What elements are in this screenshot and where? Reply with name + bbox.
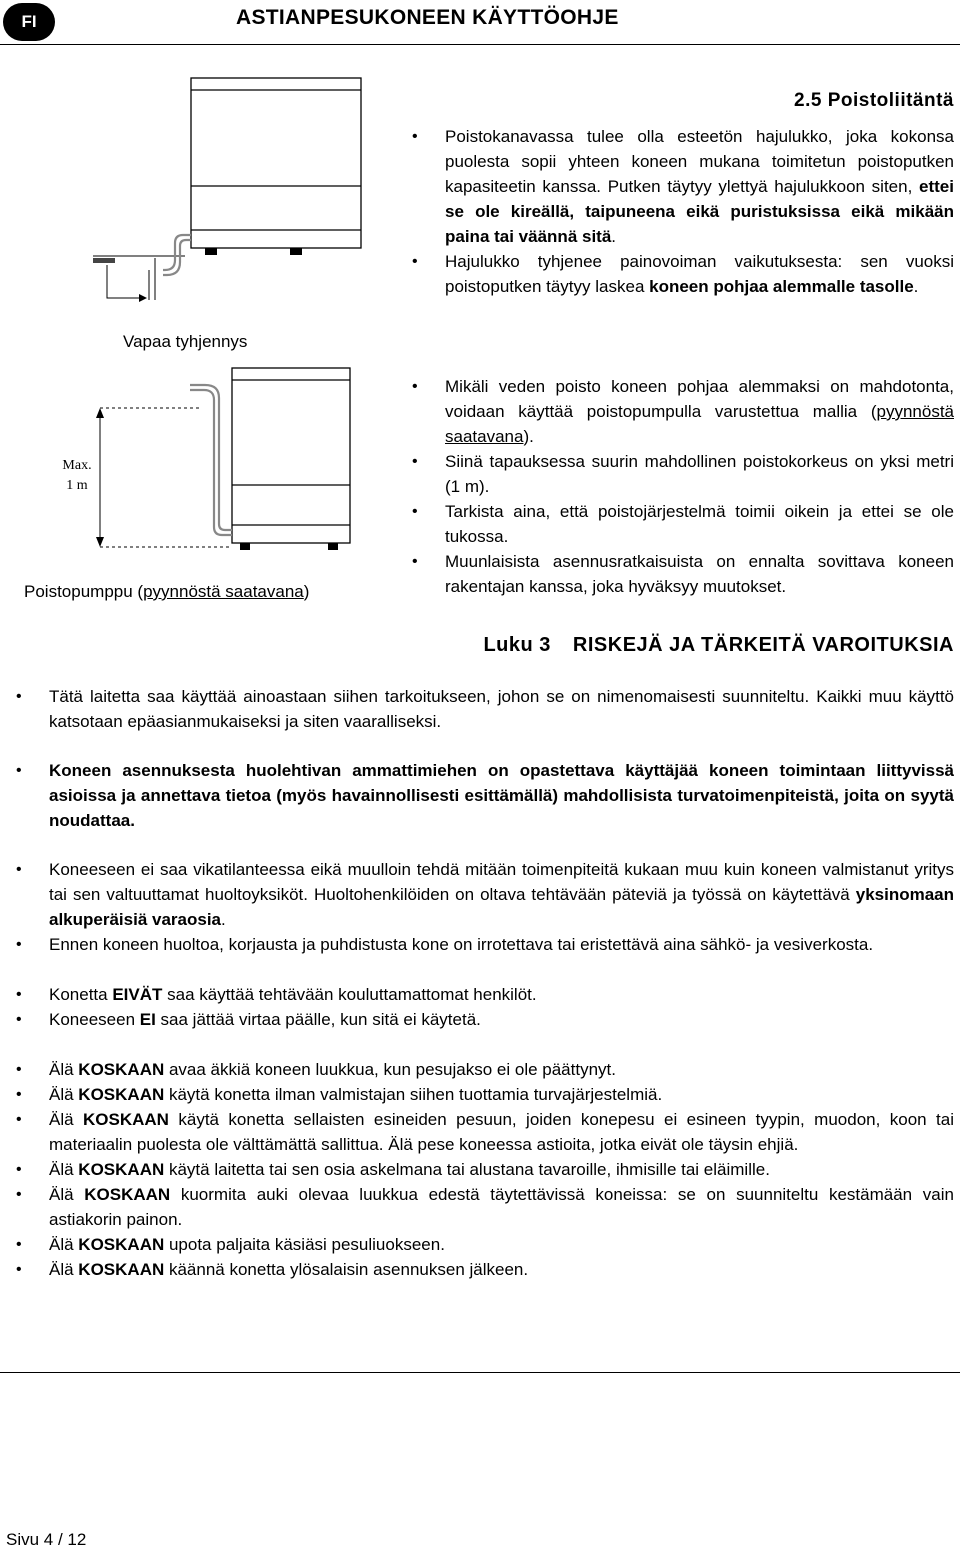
list-item — [49, 1232, 954, 1257]
list-item — [49, 1057, 954, 1082]
list-item-text: ). — [523, 427, 534, 446]
list-item — [445, 249, 954, 299]
list-item-text: KOSKAAN — [78, 1060, 165, 1079]
free-drain-caption: Vapaa tyhjennys — [123, 332, 248, 351]
list-item-text: Älä — [49, 1060, 79, 1079]
list-item — [49, 857, 954, 932]
list-item-text: Konetta — [49, 985, 113, 1004]
list-item-text: ettei se ole kireällä, taipuneena eikä puristuksissa eikä mikään paina tai väännä sitä — [445, 177, 954, 246]
list-item-text: upota paljaita käsiäsi pesuliuokseen. — [164, 1235, 445, 1254]
caption-prefix: Poistopumppu ( — [24, 582, 144, 601]
list-item-text: koneen pohjaa alemmalle tasolle — [649, 277, 914, 296]
list-item — [49, 684, 954, 734]
list-item-text: käytä konetta sellaisten esineiden pesuun, joiden konepesu ei esineen tyypin, muodon, koon tai materiaalin puolesta ole välttämättä sallittua. Älä pese koneessa astioita, jotka eivät ole täysin ehjiä. — [49, 1110, 955, 1154]
list-item — [49, 982, 954, 1007]
list-item-text: Koneeseen ei saa vikatilanteessa eikä muulloin tehdä mitään toimenpiteitä kukaan muu kuin koneen valmistanut yritys tai sen valtuuttamat huoltoyksiköt. Huoltohenkilöiden on oltava tehtävään päteviä ja työssä on käytettävä — [49, 860, 954, 904]
max-label-line1: Max. — [62, 458, 92, 473]
list-item — [445, 499, 954, 549]
list-item-text: KOSKAAN — [78, 1260, 165, 1279]
drain-text-block-2 — [445, 374, 954, 599]
list-item — [445, 374, 954, 449]
list-item — [445, 549, 954, 599]
list-item — [49, 758, 954, 833]
list-item — [49, 1182, 954, 1232]
chapter-heading — [483, 634, 954, 657]
list-item-text: pyynnöstä saatavana — [445, 402, 954, 446]
bottom-divider — [0, 1372, 960, 1373]
list-item-text: Älä — [49, 1110, 83, 1129]
list-item-text: KOSKAAN — [78, 1085, 165, 1104]
drain-pump-caption — [24, 582, 309, 602]
list-item-text: kuormita auki olevaa luukkua edestä täytettävissä koneissa: se on suunniteltu kestämään vain astiakorin painon. — [49, 1185, 954, 1229]
caption-suffix: ) — [303, 582, 310, 601]
list-item — [49, 1082, 954, 1107]
max-height-label — [52, 456, 102, 496]
list-item — [49, 1157, 954, 1182]
list-item-text: Koneeseen — [49, 1010, 140, 1029]
list-item-text: Hajulukko tyhjenee painovoiman vaikutuksesta: sen vuoksi poistoputken täytyy laskea — [445, 252, 954, 296]
max-label-line2: 1 m — [66, 478, 88, 493]
list-item — [49, 1257, 954, 1282]
list-item-text: Älä — [49, 1235, 79, 1254]
list-item-text: käytä laitetta tai sen osia askelmana tai alustana tavaroille, ihmisille tai eläimille. — [164, 1160, 770, 1179]
page-number: Sivu 4 / 12 — [6, 1530, 87, 1549]
list-item-text: käännä konetta ylösalaisin asennuksen jälkeen. — [164, 1260, 529, 1279]
list-item-text: Älä — [49, 1160, 79, 1179]
list-item — [445, 449, 954, 499]
warnings-block — [49, 684, 954, 1282]
list-item-text: KOSKAAN — [84, 1185, 171, 1204]
list-item-text: . — [221, 910, 226, 929]
list-item-text: Mikäli veden poisto koneen pohjaa alemmaksi on mahdotonta, voidaan käyttää poistopumpulla varustettua mallia ( — [445, 377, 954, 421]
list-item-text: KOSKAAN — [78, 1235, 165, 1254]
drain-pump-illustration — [90, 360, 360, 555]
list-item — [49, 1107, 954, 1157]
list-item-text: Siinä tapauksessa suurin mahdollinen poistokorkeus on yksi metri (1 m). — [445, 452, 954, 496]
list-item-text: saa käyttää tehtävään kouluttamattomat henkilöt. — [162, 985, 537, 1004]
list-item-text: Muunlaisista asennusratkaisuista on ennalta sovittava koneen rakentajan kanssa, joka hyväksyy muutokset. — [445, 552, 954, 596]
list-item — [445, 124, 954, 249]
page-title: ASTIANPESUKONEEN KÄYTTÖOHJE — [236, 6, 619, 29]
list-item-text: Älä — [49, 1260, 79, 1279]
list-item-text: EI — [139, 1010, 156, 1029]
list-item-text: avaa äkkiä koneen luukkua, kun pesujakso ei ole päättynyt. — [164, 1060, 616, 1079]
list-item — [49, 1007, 954, 1032]
header-divider — [0, 44, 960, 45]
section-heading: 2.5 Poistoliitäntä — [794, 90, 954, 111]
list-item — [49, 932, 954, 957]
chapter-title: RISKEJÄ JA TÄRKEITÄ VAROITUKSIA — [572, 634, 954, 656]
drain-text-block-1 — [445, 124, 954, 299]
list-item-text: . — [611, 227, 617, 246]
list-item-text: Älä — [49, 1185, 85, 1204]
list-item-text: Älä — [49, 1085, 79, 1104]
list-item-text: Poistokanavassa tulee olla esteetön hajulukko, joka kokonsa puolesta sopii yhteen koneen mukana toimitetun poistoputken kapasiteetin kanssa. Putken täytyy ylettyä hajulukkoon siten, — [445, 127, 954, 196]
caption-link: pyynnöstä saatavana — [143, 582, 304, 601]
list-item-text: yksinomaan alkuperäisiä varaosia — [49, 885, 954, 929]
language-badge: FI — [3, 3, 55, 41]
list-item-text: Koneen asennuksesta huolehtivan ammattimiehen on opastettava käyttäjää koneen toimintaan liittyvissä asioissa ja annettava tietoa (myös havainnollisesti esittämällä) mahdollisista turvatoimenpiteistä, joita on syytä noudattaa. — [49, 761, 954, 830]
chapter-number: Luku 3 — [483, 634, 551, 656]
list-item-text: KOSKAAN — [78, 1160, 165, 1179]
list-item-text: Tätä laitetta saa käyttää ainoastaan siihen tarkoitukseen, johon se on nimenomaisesti suunniteltu. Kaikki muu käyttö katsotaan epäasianmukaiseksi ja siten vaaralliseksi. — [49, 687, 954, 731]
list-item-text: Ennen koneen huoltoa, korjausta ja puhdistusta kone on irrotettava tai eristettävä aina sähkö- ja vesiverkosta. — [49, 935, 874, 954]
list-item-text: EIVÄT — [112, 985, 163, 1004]
list-item-text: . — [913, 277, 919, 296]
list-item-text: KOSKAAN — [83, 1110, 169, 1129]
list-item-text: Tarkista aina, että poistojärjestelmä toimii oikein ja ettei se ole tukossa. — [445, 502, 954, 546]
free-drain-illustration — [85, 70, 375, 310]
list-item-text: saa jättää virtaa päälle, kun sitä ei käytetä. — [155, 1010, 481, 1029]
list-item-text: käytä konetta ilman valmistajan siihen tuottamia turvajärjestelmiä. — [164, 1085, 663, 1104]
